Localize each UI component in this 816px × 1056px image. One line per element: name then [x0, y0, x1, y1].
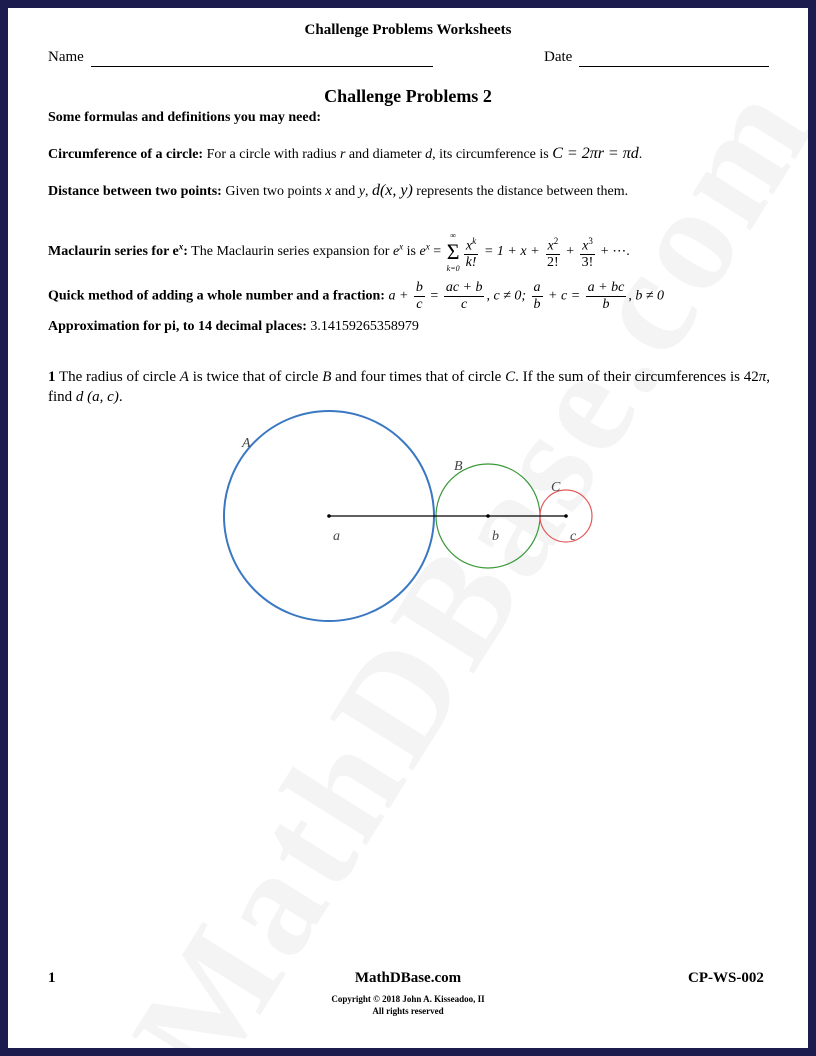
math-expression: d(x, y): [371, 182, 413, 199]
math-var: e: [419, 244, 426, 260]
formula-text: .: [638, 147, 643, 162]
center-label-b: b: [492, 529, 499, 544]
math-var: y: [358, 184, 365, 199]
date-label: Date: [544, 49, 573, 65]
math-expression: , b ≠ 0: [628, 288, 665, 304]
math-var: e: [392, 244, 400, 260]
formula-quick-method: [48, 280, 664, 313]
circles-figure: [208, 403, 628, 633]
formula-label: Circumference of a circle:: [48, 147, 204, 162]
pi-value: 3.14159265358979: [306, 319, 419, 334]
formula-text: represents the distance between them.: [412, 184, 629, 199]
center-point-c: [564, 514, 568, 518]
formula-text: , its circumference is: [432, 147, 553, 162]
intro-text: Some formulas and definitions you may need:: [48, 110, 322, 125]
formula-text: The Maclaurin series expansion for: [187, 244, 393, 260]
date-field-line[interactable]: [579, 66, 769, 67]
rights-text: All rights reserved: [372, 1006, 444, 1016]
formula-label: Distance between two points:: [48, 184, 222, 199]
footer-code: CP-WS-002: [688, 970, 764, 986]
problem-text: and four times that of circle: [331, 369, 506, 385]
formula-label: Quick method of adding a whole number and a fraction:: [48, 288, 385, 304]
formula-text: and diameter: [345, 147, 426, 162]
center-label-a: a: [333, 529, 340, 544]
problem-text: . If the sum of their circumferences is 42: [515, 369, 759, 385]
fraction: $\frac{ac + b}{c}$: [445, 280, 483, 312]
math-var: r: [339, 147, 346, 162]
math-expression: d (a, c): [75, 389, 119, 405]
footer-site: MathDBase.com: [354, 970, 462, 986]
fraction: $\frac{x^3}{3!}$: [580, 233, 596, 272]
section-title: Challenge Problems 2: [324, 86, 492, 106]
math-expression: a +: [384, 288, 412, 304]
formula-text: ,: [364, 184, 372, 199]
name-field-line[interactable]: [91, 66, 433, 67]
math-op: =: [426, 288, 442, 304]
formula-text: For a circle with radius: [203, 147, 340, 162]
formula-text: Given two points: [221, 184, 326, 199]
fraction: $\frac{b}{c}$: [415, 280, 423, 312]
formula-circumference: [48, 145, 642, 163]
formula-label: Approximation for pi, to 14 decimal places:: [48, 319, 307, 334]
copyright-text: Copyright © 2018 John A. Kisseadoo, II: [331, 994, 485, 1004]
problem-text: , find: [48, 369, 771, 405]
fraction: $\frac{x^k}{k!}$: [464, 233, 479, 272]
math-expression: + c =: [544, 288, 584, 304]
math-var: C: [505, 369, 516, 385]
math-expression: + ⋯.: [597, 244, 630, 260]
center-label-c: c: [570, 529, 577, 544]
worksheet-header-title: Challenge Problems Worksheets: [304, 22, 512, 38]
center-point-b: [486, 514, 490, 518]
problem-text: is twice that of circle: [188, 369, 323, 385]
math-expression: = 1 + x +: [480, 244, 544, 260]
formula-pi: [48, 319, 419, 335]
formula-text: and: [331, 184, 359, 199]
circle-label-A: A: [242, 436, 251, 451]
problem-text: .: [118, 389, 123, 405]
math-var: d: [425, 147, 433, 162]
problem-number: 1: [48, 369, 56, 385]
math-var: x: [425, 241, 430, 252]
footer-copyright: [8, 993, 808, 1017]
center-point-a: [327, 514, 331, 518]
fraction: $\frac{a}{b}$: [533, 280, 541, 312]
math-var: x: [325, 184, 332, 199]
circle-label-B: B: [454, 459, 463, 474]
math-var: A: [179, 369, 189, 385]
math-var: x: [399, 241, 404, 252]
fraction: $\frac{x^2}{2!}$: [545, 233, 561, 272]
name-label: Name: [48, 49, 84, 65]
formula-label: Maclaurin series for $e^x$:: [48, 241, 188, 260]
problem-1: [48, 367, 773, 407]
math-expression: C = 2πr = πd: [552, 145, 639, 162]
formula-distance: [48, 182, 628, 200]
math-expression: , c ≠ 0;: [486, 288, 530, 304]
fraction: $\frac{a + bc}{b}$: [587, 280, 625, 312]
footer-page-number: 1: [48, 970, 56, 986]
math-op: =: [429, 244, 445, 260]
math-var: B: [322, 369, 332, 385]
circle-label-C: C: [551, 480, 561, 495]
problem-text: The radius of circle: [55, 369, 180, 385]
summation-symbol: ∞ Σ k=0: [446, 231, 460, 273]
math-op: +: [562, 244, 578, 260]
formula-maclaurin: [48, 230, 630, 274]
math-var: π: [758, 369, 767, 385]
formula-text: is: [403, 244, 420, 260]
